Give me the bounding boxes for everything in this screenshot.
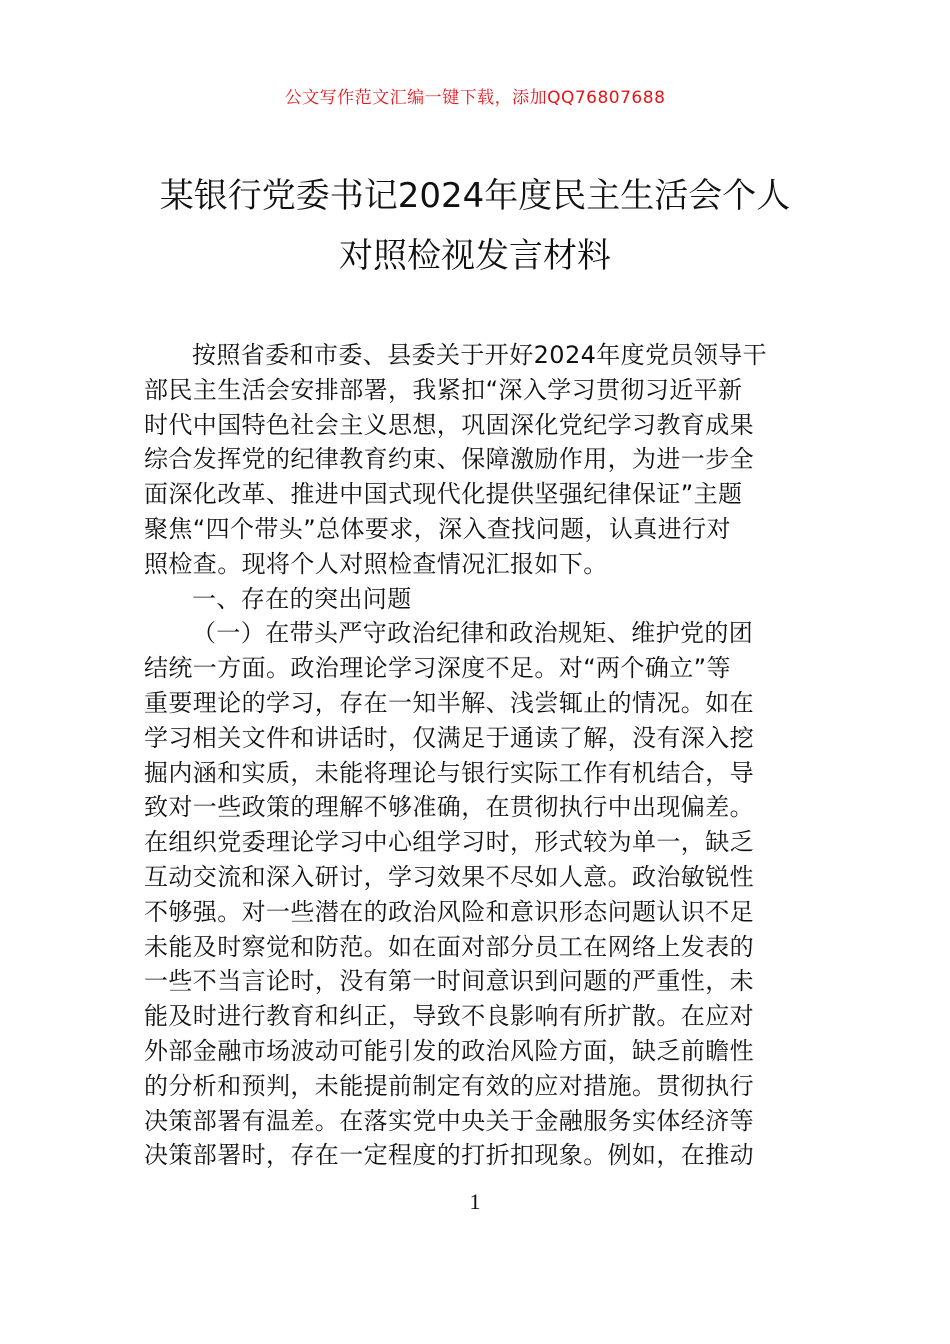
body-line: 的分析和预判，未能提前制定有效的应对措施。贯彻执行 xyxy=(144,1071,754,1100)
body-line: 部民主生活会安排部署，我紧扣“深入学习贯彻习近平新 xyxy=(144,375,743,404)
body-line: 能及时进行教育和纠正，导致不良影响有所扩散。在应对 xyxy=(144,1002,754,1031)
page-number: 1 xyxy=(469,1189,481,1214)
body-line: 学习相关文件和讲话时，仅满足于通读了解，没有深入挖 xyxy=(144,723,754,752)
body-line: 聚焦“四个带头”总体要求，深入查找问题，认真进行对 xyxy=(144,514,731,543)
section-heading: 一、存在的突出问题 xyxy=(192,584,412,613)
body-line: 一些不当言论时，没有第一时间意识到问题的严重性，未 xyxy=(144,967,754,996)
document-body xyxy=(144,338,808,1173)
body-line: 综合发挥党的纪律教育约束、保障激励作用，为进一步全 xyxy=(144,445,754,474)
document-title xyxy=(130,166,820,286)
title-line-2: 对照检视发言材料 xyxy=(339,236,611,276)
body-line: 结统一方面。政治理论学习深度不足。对“两个确立”等 xyxy=(144,654,731,683)
body-line: 外部金融市场波动可能引发的政治风险方面，缺乏前瞻性 xyxy=(144,1036,754,1065)
body-line: 决策部署时，存在一定程度的打折扣现象。例如，在推动 xyxy=(144,1141,754,1170)
body-line: 照检查。现将个人对照检查情况汇报如下。 xyxy=(144,549,608,578)
body-line: 时代中国特色社会主义思想，巩固深化党纪学习教育成果 xyxy=(144,410,754,439)
body-line: 掘内涵和实质，未能将理论与银行实际工作有机结合，导 xyxy=(144,758,754,787)
body-line: 不够强。对一些潜在的政治风险和意识形态问题认识不足 xyxy=(144,897,754,926)
body-line: 互动交流和深入研讨，学习效果不尽如人意。政治敏锐性 xyxy=(144,862,754,891)
body-line: 按照省委和市委、县委关于开好2024年度党员领导干 xyxy=(192,341,768,369)
body-line: （一）在带头严守政治纪律和政治规矩、维护党的团 xyxy=(192,619,754,648)
body-line: 决策部署有温差。在落实党中央关于金融服务实体经济等 xyxy=(144,1106,754,1135)
body-line: 致对一些政策的理解不够准确，在贯彻执行中出现偏差。 xyxy=(144,793,754,822)
body-line: 重要理论的学习，存在一知半解、浅尝辄止的情况。如在 xyxy=(144,688,754,717)
body-line: 面深化改革、推进中国式现代化提供坚强纪律保证”主题 xyxy=(144,480,743,509)
body-line: 未能及时察觉和防范。如在面对部分员工在网络上发表的 xyxy=(144,932,754,961)
body-line: 在组织党委理论学习中心组学习时，形式较为单一，缺乏 xyxy=(144,828,754,857)
download-banner: 公文写作范文汇编一键下载，添加QQ76807688 xyxy=(284,88,666,108)
title-line-1: 某银行党委书记2024年度民主生活会个人 xyxy=(159,176,791,216)
